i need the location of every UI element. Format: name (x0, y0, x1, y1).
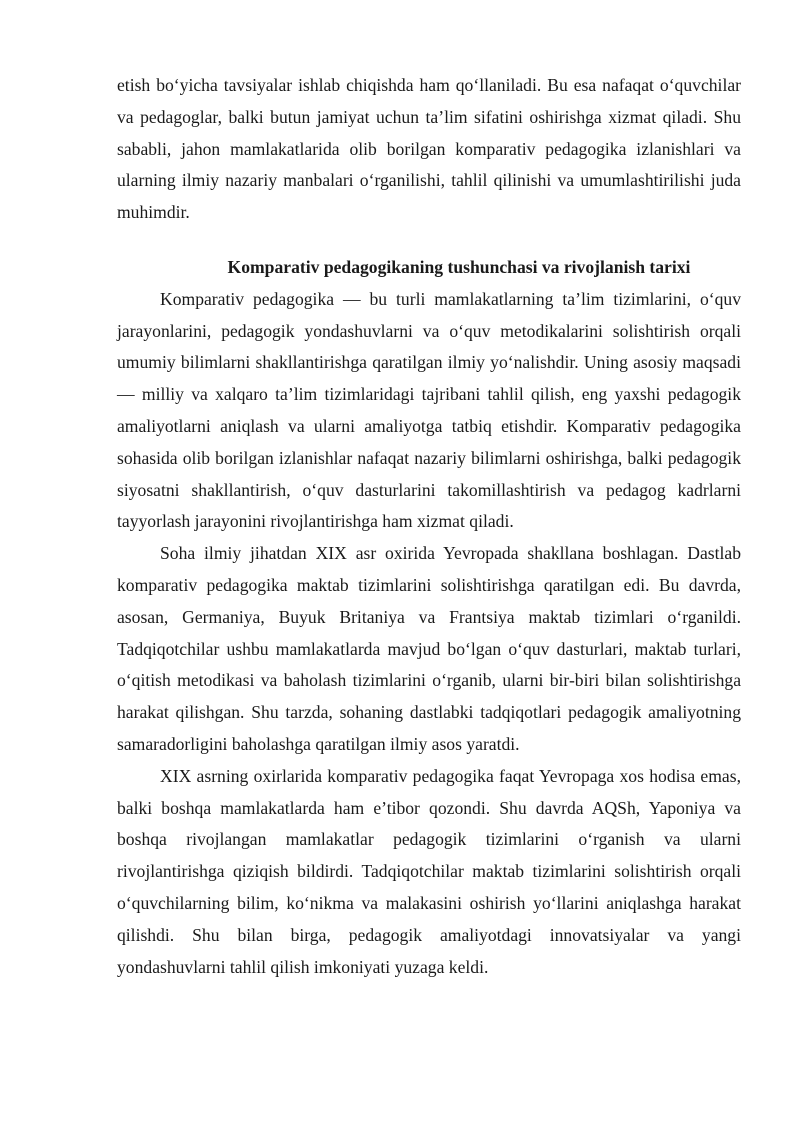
section-heading: Komparativ pedagogikaning tushunchasi va rivojlanish tarixi (227, 256, 691, 277)
body-paragraph-origins: Soha ilmiy jihatdan XIX asr oxirida Yevropada shakllana boshlagan. Dastlab komparativ pedagogika maktab tizimlarini solishtirishga qaratilgan edi. Bu davrda, asosan, Germaniya, Buyuk Britaniya va Frantsiya maktab tizimlari o‘rganildi. Tadqiqotchilar ushbu mamlakatlarda mavjud bo‘lgan o‘quv dasturlari, maktab turlari, o‘qitish metodikasi va baholash tizimlarini o‘rganib, ularni bir-biri bilan solishtirishga harakat qilishgan. Shu tarzda, sohaning dastlabki tadqiqotlari pedagogik amaliyotning samaradorligini baholashga qaratilgan ilmiy asos yaratdi. (117, 543, 741, 754)
body-paragraph-expansion: XIX asrning oxirlarida komparativ pedagogika faqat Yevropaga xos hodisa emas, balki boshqa mamlakatlarda ham e’tibor qozondi. Shu davrda AQSh, Yaponiya va boshqa rivojlangan mamlakatlar pedagogik tizimlarini o‘rganish va ularni rivojlantirishga qiziqish bildirdi. Tadqiqotchilar maktab tizimlarini solishtirish orqali o‘quvchilarning bilim, ko‘nikma va malakasini oshirish yo‘llarini aniqlashga harakat qilishdi. Shu bilan birga, pedagogik amaliyotdagi innovatsiyalar va yangi yondashuvlarni tahlil qilish imkoniyati yuzaga keldi. (117, 765, 741, 977)
intro-paragraph: etish bo‘yicha tavsiyalar ishlab chiqishda ham qo‘llaniladi. Bu esa nafaqat o‘quvchilar va pedagoglar, balki butun jamiyat uchun ta’lim sifatini oshirishga xizmat qiladi. Shu sababli, jahon mamlakatlarida olib borilgan komparativ pedagogika izlanishlari va ularning ilmiy nazariy manbalari o‘rganilishi, tahlil qilinishi va umumlashtirilishi juda muhimdir. (117, 75, 741, 223)
document-page (117, 70, 741, 983)
body-paragraph-definition: Komparativ pedagogika — bu turli mamlakatlarning ta’lim tizimlarini, o‘quv jarayonlarini, pedagogik yondashuvlarni va o‘quv metodikalarini solishtirish orqali umumiy bilimlarni shakllantirishga qaratilgan ilmiy yo‘nalishdir. Uning asosiy maqsadi — milliy va xalqaro ta’lim tizimlaridagi tajribani tahlil qilish, eng yaxshi pedagogik amaliyotlarni aniqlash va ularni amaliyotga tatbiq etishdir. Komparativ pedagogika sohasida olib borilgan izlanishlar nafaqat nazariy bilimlarni oshirishga, balki pedagogik siyosatni shakllantirish, o‘quv dasturlarini takomillashtirish va pedagog kadrlarni tayyorlash jarayonini rivojlantirishga ham xizmat qiladi. (117, 288, 741, 532)
